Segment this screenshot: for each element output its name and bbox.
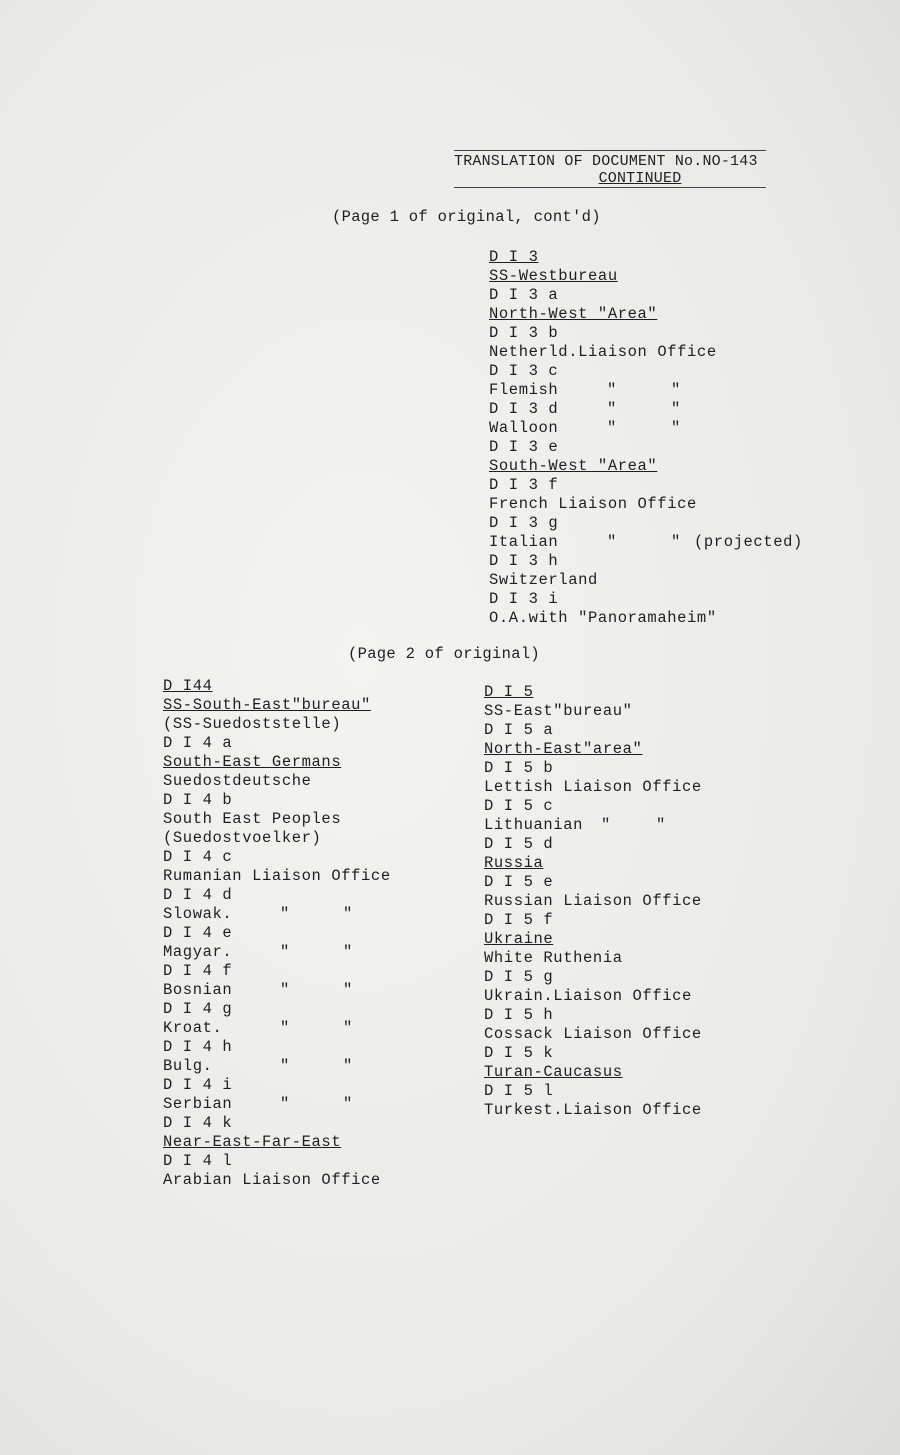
line-text: SS-Westbureau bbox=[489, 267, 618, 285]
ditto-mark: " bbox=[671, 381, 681, 399]
line-text: D I 3 d bbox=[489, 400, 559, 418]
di4-line bbox=[163, 1095, 391, 1114]
di3-line bbox=[489, 248, 717, 267]
di4-line bbox=[163, 867, 391, 886]
di4-line bbox=[163, 734, 391, 753]
line-text: Rumanian Liaison Office bbox=[163, 867, 391, 885]
section-di4 bbox=[163, 677, 391, 1190]
ditto-mark: " bbox=[656, 816, 666, 834]
di5-line bbox=[484, 1082, 702, 1101]
ditto-mark: " bbox=[280, 1057, 290, 1075]
line-text: Ukraine bbox=[484, 930, 554, 948]
line-text: O.A.with "Panoramaheim" bbox=[489, 609, 717, 627]
di5-line bbox=[484, 911, 702, 930]
di3-line bbox=[489, 571, 717, 590]
di5-line bbox=[484, 740, 702, 759]
line-text: D I 5 e bbox=[484, 873, 554, 891]
di4-line bbox=[163, 1038, 391, 1057]
di4-line bbox=[163, 677, 391, 696]
di4-line bbox=[163, 772, 391, 791]
line-text: D I 4 h bbox=[163, 1038, 233, 1056]
ditto-mark: " bbox=[607, 533, 617, 551]
document-header bbox=[454, 150, 766, 188]
di4-line bbox=[163, 829, 391, 848]
di5-line bbox=[484, 873, 702, 892]
line-text: D I 4 g bbox=[163, 1000, 233, 1018]
ditto-mark: " bbox=[343, 1057, 353, 1075]
di5-line bbox=[484, 1025, 702, 1044]
ditto-mark: " bbox=[671, 533, 681, 551]
line-text: D I 3 bbox=[489, 248, 539, 266]
line-text: D I 5 c bbox=[484, 797, 554, 815]
line-text: Flemish bbox=[489, 381, 559, 399]
line-text: Netherld.Liaison Office bbox=[489, 343, 717, 361]
di5-line bbox=[484, 702, 702, 721]
di5-line bbox=[484, 721, 702, 740]
di3-line bbox=[489, 438, 717, 457]
di4-line bbox=[163, 905, 391, 924]
di4-line bbox=[163, 696, 391, 715]
di4-line bbox=[163, 981, 391, 1000]
section-di3 bbox=[489, 248, 803, 628]
line-text: D I 3 e bbox=[489, 438, 559, 456]
ditto-mark: " bbox=[280, 905, 290, 923]
line-text: SS-East"bureau" bbox=[484, 702, 633, 720]
ditto-mark: " bbox=[607, 381, 617, 399]
line-text: D I 3 c bbox=[489, 362, 559, 380]
di4-line bbox=[163, 924, 391, 943]
line-text: D I 3 i bbox=[489, 590, 559, 608]
line-text: D I 4 i bbox=[163, 1076, 233, 1094]
ditto-mark: " bbox=[671, 400, 681, 418]
line-text: D I 3 h bbox=[489, 552, 559, 570]
line-text: South-East Germans bbox=[163, 753, 342, 771]
line-text: SS-South-East"bureau" bbox=[163, 696, 371, 714]
line-text: Arabian Liaison Office bbox=[163, 1171, 381, 1189]
section-di5 bbox=[484, 683, 702, 1120]
di5-line bbox=[484, 1101, 702, 1120]
line-text: (SS-Suedoststelle) bbox=[163, 715, 342, 733]
ditto-mark: " bbox=[343, 981, 353, 999]
line-text: Walloon bbox=[489, 419, 559, 437]
di5-line bbox=[484, 968, 702, 987]
line-text: D I 5 d bbox=[484, 835, 554, 853]
line-text: Ukrain.Liaison Office bbox=[484, 987, 692, 1005]
ditto-mark: " bbox=[280, 1095, 290, 1113]
line-text: Cossack Liaison Office bbox=[484, 1025, 702, 1043]
di4-line bbox=[163, 1171, 391, 1190]
projected-note: (projected) bbox=[694, 533, 803, 551]
header-continued: CONTINUED bbox=[454, 170, 766, 188]
page-note-2: (Page 2 of original) bbox=[348, 645, 541, 663]
di4-line bbox=[163, 1114, 391, 1133]
di4-line bbox=[163, 886, 391, 905]
ditto-mark: " bbox=[671, 419, 681, 437]
di3-line bbox=[489, 552, 717, 571]
di4-line bbox=[163, 1133, 391, 1152]
di3-line bbox=[489, 362, 717, 381]
line-text: D I 4 k bbox=[163, 1114, 233, 1132]
di3-line bbox=[489, 381, 717, 400]
line-text: Russia bbox=[484, 854, 544, 872]
line-text: D I 3 b bbox=[489, 324, 559, 342]
line-text: Switzerland bbox=[489, 571, 598, 589]
line-text: D I 5 k bbox=[484, 1044, 554, 1062]
di5-line bbox=[484, 987, 702, 1006]
ditto-mark: " bbox=[607, 419, 617, 437]
di3-line bbox=[489, 495, 717, 514]
di4-line bbox=[163, 715, 391, 734]
di5-line bbox=[484, 1006, 702, 1025]
di5-line bbox=[484, 797, 702, 816]
di4-line bbox=[163, 1019, 391, 1038]
line-text: Suedostdeutsche bbox=[163, 772, 312, 790]
di4-line bbox=[163, 1076, 391, 1095]
line-text: D I 3 f bbox=[489, 476, 559, 494]
ditto-mark: " bbox=[601, 816, 611, 834]
line-text: Magyar. bbox=[163, 943, 233, 961]
line-text: D I 5 b bbox=[484, 759, 554, 777]
line-text: Bulg. bbox=[163, 1057, 213, 1075]
di4-line bbox=[163, 1000, 391, 1019]
line-text: Russian Liaison Office bbox=[484, 892, 702, 910]
ditto-mark: " bbox=[280, 943, 290, 961]
page-note-1: (Page 1 of original, cont'd) bbox=[332, 208, 601, 226]
di5-line bbox=[484, 683, 702, 702]
di5-line bbox=[484, 816, 702, 835]
line-text: Kroat. bbox=[163, 1019, 223, 1037]
line-text: Lithuanian bbox=[484, 816, 584, 834]
di5-line bbox=[484, 1063, 702, 1082]
line-text: Near-East-Far-East bbox=[163, 1133, 342, 1151]
line-text: Lettish Liaison Office bbox=[484, 778, 702, 796]
line-text: White Ruthenia bbox=[484, 949, 623, 967]
line-text: D I 5 g bbox=[484, 968, 554, 986]
line-text: South East Peoples bbox=[163, 810, 342, 828]
line-text: North-East"area" bbox=[484, 740, 643, 758]
di5-line bbox=[484, 949, 702, 968]
header-title: TRANSLATION OF DOCUMENT No.NO-143 bbox=[454, 150, 766, 170]
line-text: Turan-Caucasus bbox=[484, 1063, 623, 1081]
line-text: D I 4 e bbox=[163, 924, 233, 942]
line-text: D I 5 f bbox=[484, 911, 554, 929]
di3-line bbox=[489, 609, 717, 628]
ditto-mark: " bbox=[343, 905, 353, 923]
di4-line bbox=[163, 943, 391, 962]
di3-line bbox=[489, 267, 717, 286]
line-text: Serbian bbox=[163, 1095, 233, 1113]
di5-line bbox=[484, 835, 702, 854]
line-text: D I44 bbox=[163, 677, 213, 695]
line-text: D I 5 h bbox=[484, 1006, 554, 1024]
line-text: D I 3 g bbox=[489, 514, 559, 532]
di4-line bbox=[163, 1152, 391, 1171]
di4-line bbox=[163, 1057, 391, 1076]
di3-line bbox=[489, 324, 717, 343]
line-text: (Suedostvoelker) bbox=[163, 829, 322, 847]
line-text: D I 4 b bbox=[163, 791, 233, 809]
di3-line bbox=[489, 343, 717, 362]
di3-line bbox=[489, 590, 717, 609]
line-text: D I 4 d bbox=[163, 886, 233, 904]
di5-line bbox=[484, 892, 702, 911]
di3-line bbox=[489, 400, 717, 419]
line-text: South-West "Area" bbox=[489, 457, 658, 475]
line-text: French Liaison Office bbox=[489, 495, 697, 513]
di3-line bbox=[489, 305, 717, 324]
di3-line bbox=[489, 514, 717, 533]
di3-line bbox=[489, 533, 803, 552]
di5-line bbox=[484, 854, 702, 873]
di4-line bbox=[163, 753, 391, 772]
line-text: D I 4 l bbox=[163, 1152, 233, 1170]
di4-line bbox=[163, 791, 391, 810]
line-text: Italian bbox=[489, 533, 559, 551]
ditto-mark: " bbox=[343, 1095, 353, 1113]
di3-line bbox=[489, 476, 717, 495]
line-text: North-West "Area" bbox=[489, 305, 658, 323]
line-text: D I 4 c bbox=[163, 848, 233, 866]
di5-line bbox=[484, 759, 702, 778]
di4-line bbox=[163, 810, 391, 829]
di4-line bbox=[163, 962, 391, 981]
ditto-mark: " bbox=[343, 943, 353, 961]
di5-line bbox=[484, 778, 702, 797]
di3-line bbox=[489, 419, 717, 438]
di5-line bbox=[484, 1044, 702, 1063]
ditto-mark: " bbox=[607, 400, 617, 418]
line-text: D I 5 a bbox=[484, 721, 554, 739]
line-text: Bosnian bbox=[163, 981, 233, 999]
di3-line bbox=[489, 286, 717, 305]
line-text: D I 4 f bbox=[163, 962, 233, 980]
di4-line bbox=[163, 848, 391, 867]
di3-line bbox=[489, 457, 717, 476]
line-text: D I 5 bbox=[484, 683, 534, 701]
di5-line bbox=[484, 930, 702, 949]
ditto-mark: " bbox=[280, 981, 290, 999]
line-text: D I 5 l bbox=[484, 1082, 554, 1100]
line-text: Slowak. bbox=[163, 905, 233, 923]
line-text: D I 3 a bbox=[489, 286, 559, 304]
ditto-mark: " bbox=[343, 1019, 353, 1037]
line-text: Turkest.Liaison Office bbox=[484, 1101, 702, 1119]
ditto-mark: " bbox=[280, 1019, 290, 1037]
line-text: D I 4 a bbox=[163, 734, 233, 752]
